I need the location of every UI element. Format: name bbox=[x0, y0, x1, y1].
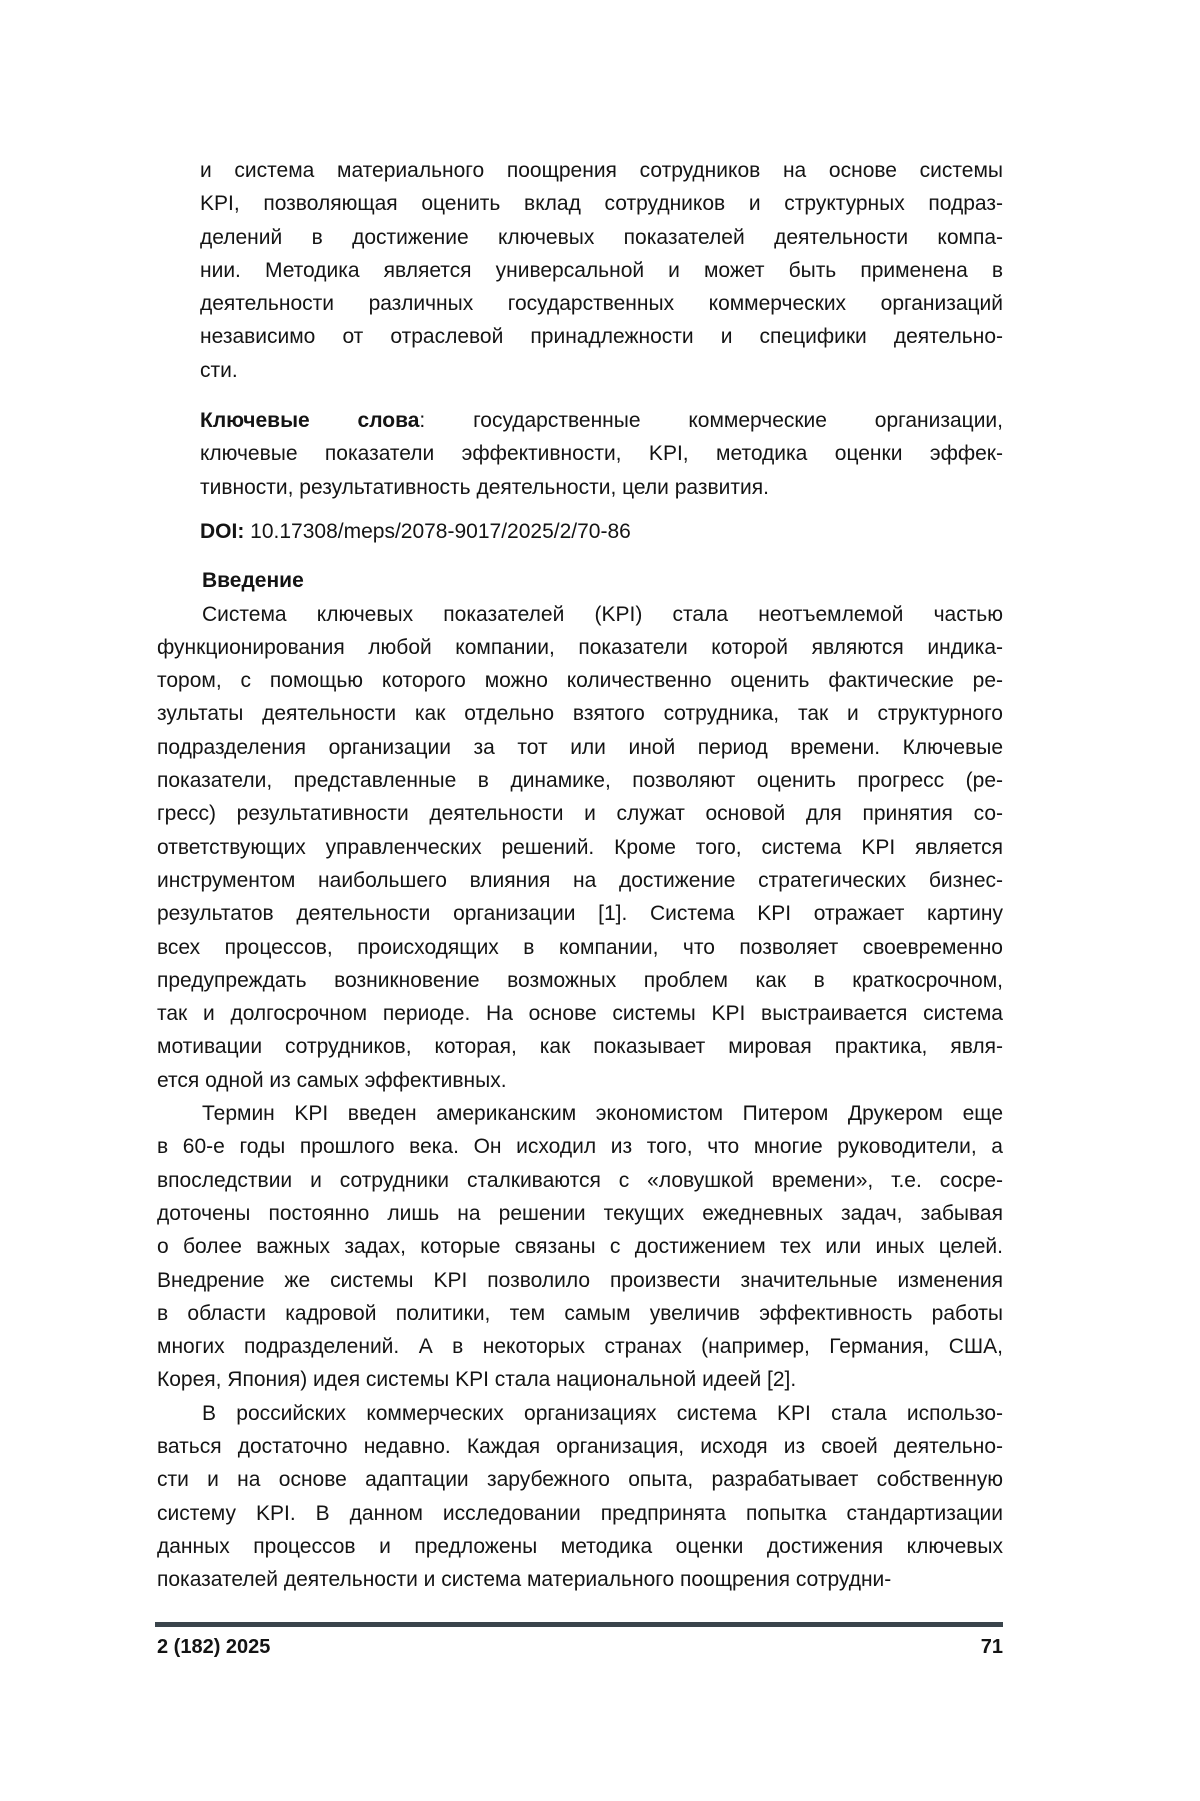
text-line: В российских коммерческих организациях система KPI стала использо- bbox=[202, 1401, 1003, 1425]
text-line: доточены постоянно лишь на решении текущих ежедневных задач, забывая bbox=[157, 1201, 1003, 1225]
document-blocks bbox=[157, 154, 1003, 1596]
footer-issue-label: 2 (182) 2025 bbox=[157, 1636, 271, 1658]
text-line: инструментом наибольшего влияния на достижение стратегических бизнес- bbox=[157, 868, 1003, 892]
text-line: Ключевые слова: государственные коммерческие организации, bbox=[200, 409, 1003, 433]
text-line: предупреждать возникновение возможных проблем как в краткосрочном, bbox=[157, 968, 1003, 992]
text-line: всех процессов, происходящих в компании, что позволяет своевременно bbox=[157, 935, 1003, 959]
text-line: функционирования любой компании, показатели которой являются индика- bbox=[157, 635, 1003, 659]
text-line: показатели, представленные в динамике, позволяют оценить прогресс (ре- bbox=[157, 769, 1003, 793]
keywords-label: Ключевые слова bbox=[200, 409, 420, 433]
text-line: подразделения организации за тот или иной период времени. Ключевые bbox=[157, 735, 1003, 759]
page-footer bbox=[157, 1634, 1003, 1660]
text-line: мотивации сотрудников, которая, как показывает мировая практика, явля- bbox=[157, 1035, 1003, 1059]
text-line: делений в достижение ключевых показателей деятельности компа- bbox=[200, 225, 1003, 249]
text-line: в 60-е годы прошлого века. Он исходил из того, что многие руководители, а bbox=[157, 1135, 1003, 1159]
footer-page-number: 71 bbox=[980, 1636, 1003, 1658]
text-line: независимо от отраслевой принадлежности и специфики деятельно- bbox=[200, 325, 1003, 349]
text-line: ваться достаточно недавно. Каждая организация, исходя из своей деятельно- bbox=[157, 1434, 1003, 1458]
text-line: DOI: 10.17308/meps/2078-9017/2025/2/70-86 bbox=[200, 519, 631, 543]
text-line: показателей деятельности и система материального поощрения сотрудни- bbox=[157, 1568, 892, 1592]
footer-rule bbox=[155, 1622, 1003, 1627]
text-line: многих подразделений. А в некоторых странах (например, Германия, США, bbox=[157, 1335, 1003, 1359]
text-line: гресс) результативности деятельности и служат основой для принятия со- bbox=[157, 802, 1003, 826]
doi-label: DOI: bbox=[200, 519, 245, 543]
text-line: результатов деятельности организации [1]. Система KPI отражает картину bbox=[157, 902, 1003, 926]
text-line: Корея, Япония) идея системы KPI стала национальной идеей [2]. bbox=[157, 1368, 797, 1392]
paragraph-intro-1 bbox=[157, 598, 1003, 1097]
text-line: ответствующих управленческих решений. Кроме того, система KPI является bbox=[157, 835, 1003, 859]
paragraph-intro-2 bbox=[157, 1097, 1003, 1397]
text-line: тором, с помощью которого можно количественно оценить фактические ре- bbox=[157, 669, 1003, 693]
text-line: Внедрение же системы KPI позволило произвести значительные изменения bbox=[157, 1268, 1003, 1292]
text-line: нии. Методика является универсальной и может быть применена в bbox=[200, 258, 1003, 282]
text-line: KPI, позволяющая оценить вклад сотрудников и структурных подраз- bbox=[200, 192, 1003, 216]
text-line: в области кадровой политики, тем самым увеличив эффективность работы bbox=[157, 1301, 1003, 1325]
section-heading-introduction: Введение bbox=[202, 569, 304, 593]
text-line: Система ключевых показателей (KPI) стала неотъемлемой частью bbox=[202, 602, 1003, 626]
doi bbox=[200, 515, 1003, 548]
paragraph-intro-3 bbox=[157, 1397, 1003, 1597]
text-line: и система материального поощрения сотрудников на основе системы bbox=[200, 159, 1003, 182]
text-line: о более важных задах, которые связаны с достижением тех или иных целей. bbox=[157, 1235, 1003, 1259]
keywords bbox=[200, 404, 1003, 504]
text-line: так и долгосрочном периоде. На основе системы KPI выстраивается система bbox=[157, 1002, 1003, 1026]
text-line: ется одной из самых эффективных. bbox=[157, 1068, 507, 1092]
text-line: сти. bbox=[200, 358, 238, 382]
text-line: тивности, результативность деятельности, цели развития. bbox=[200, 475, 769, 499]
text-line: зультаты деятельности как отдельно взятого сотрудника, так и структурного bbox=[157, 702, 1003, 726]
text-line: Термин KPI введен американским экономистом Питером Друкером еще bbox=[202, 1102, 1003, 1126]
text-line: систему KPI. В данном исследовании предпринята попытка стандартизации bbox=[157, 1501, 1003, 1525]
text-line: ключевые показатели эффективности, KPI, методика оценки эффек- bbox=[200, 442, 1003, 466]
text-line: впоследствии и сотрудники сталкиваются с «ловушкой времени», т.е. сосре- bbox=[157, 1168, 1003, 1192]
text-line: данных процессов и предложены методика оценки достижения ключевых bbox=[157, 1534, 1003, 1558]
text-line: деятельности различных государственных коммерческих организаций bbox=[200, 292, 1003, 316]
abstract-continuation bbox=[200, 154, 1003, 387]
text-line: сти и на основе адаптации зарубежного опыта, разрабатывает собственную bbox=[157, 1468, 1003, 1492]
